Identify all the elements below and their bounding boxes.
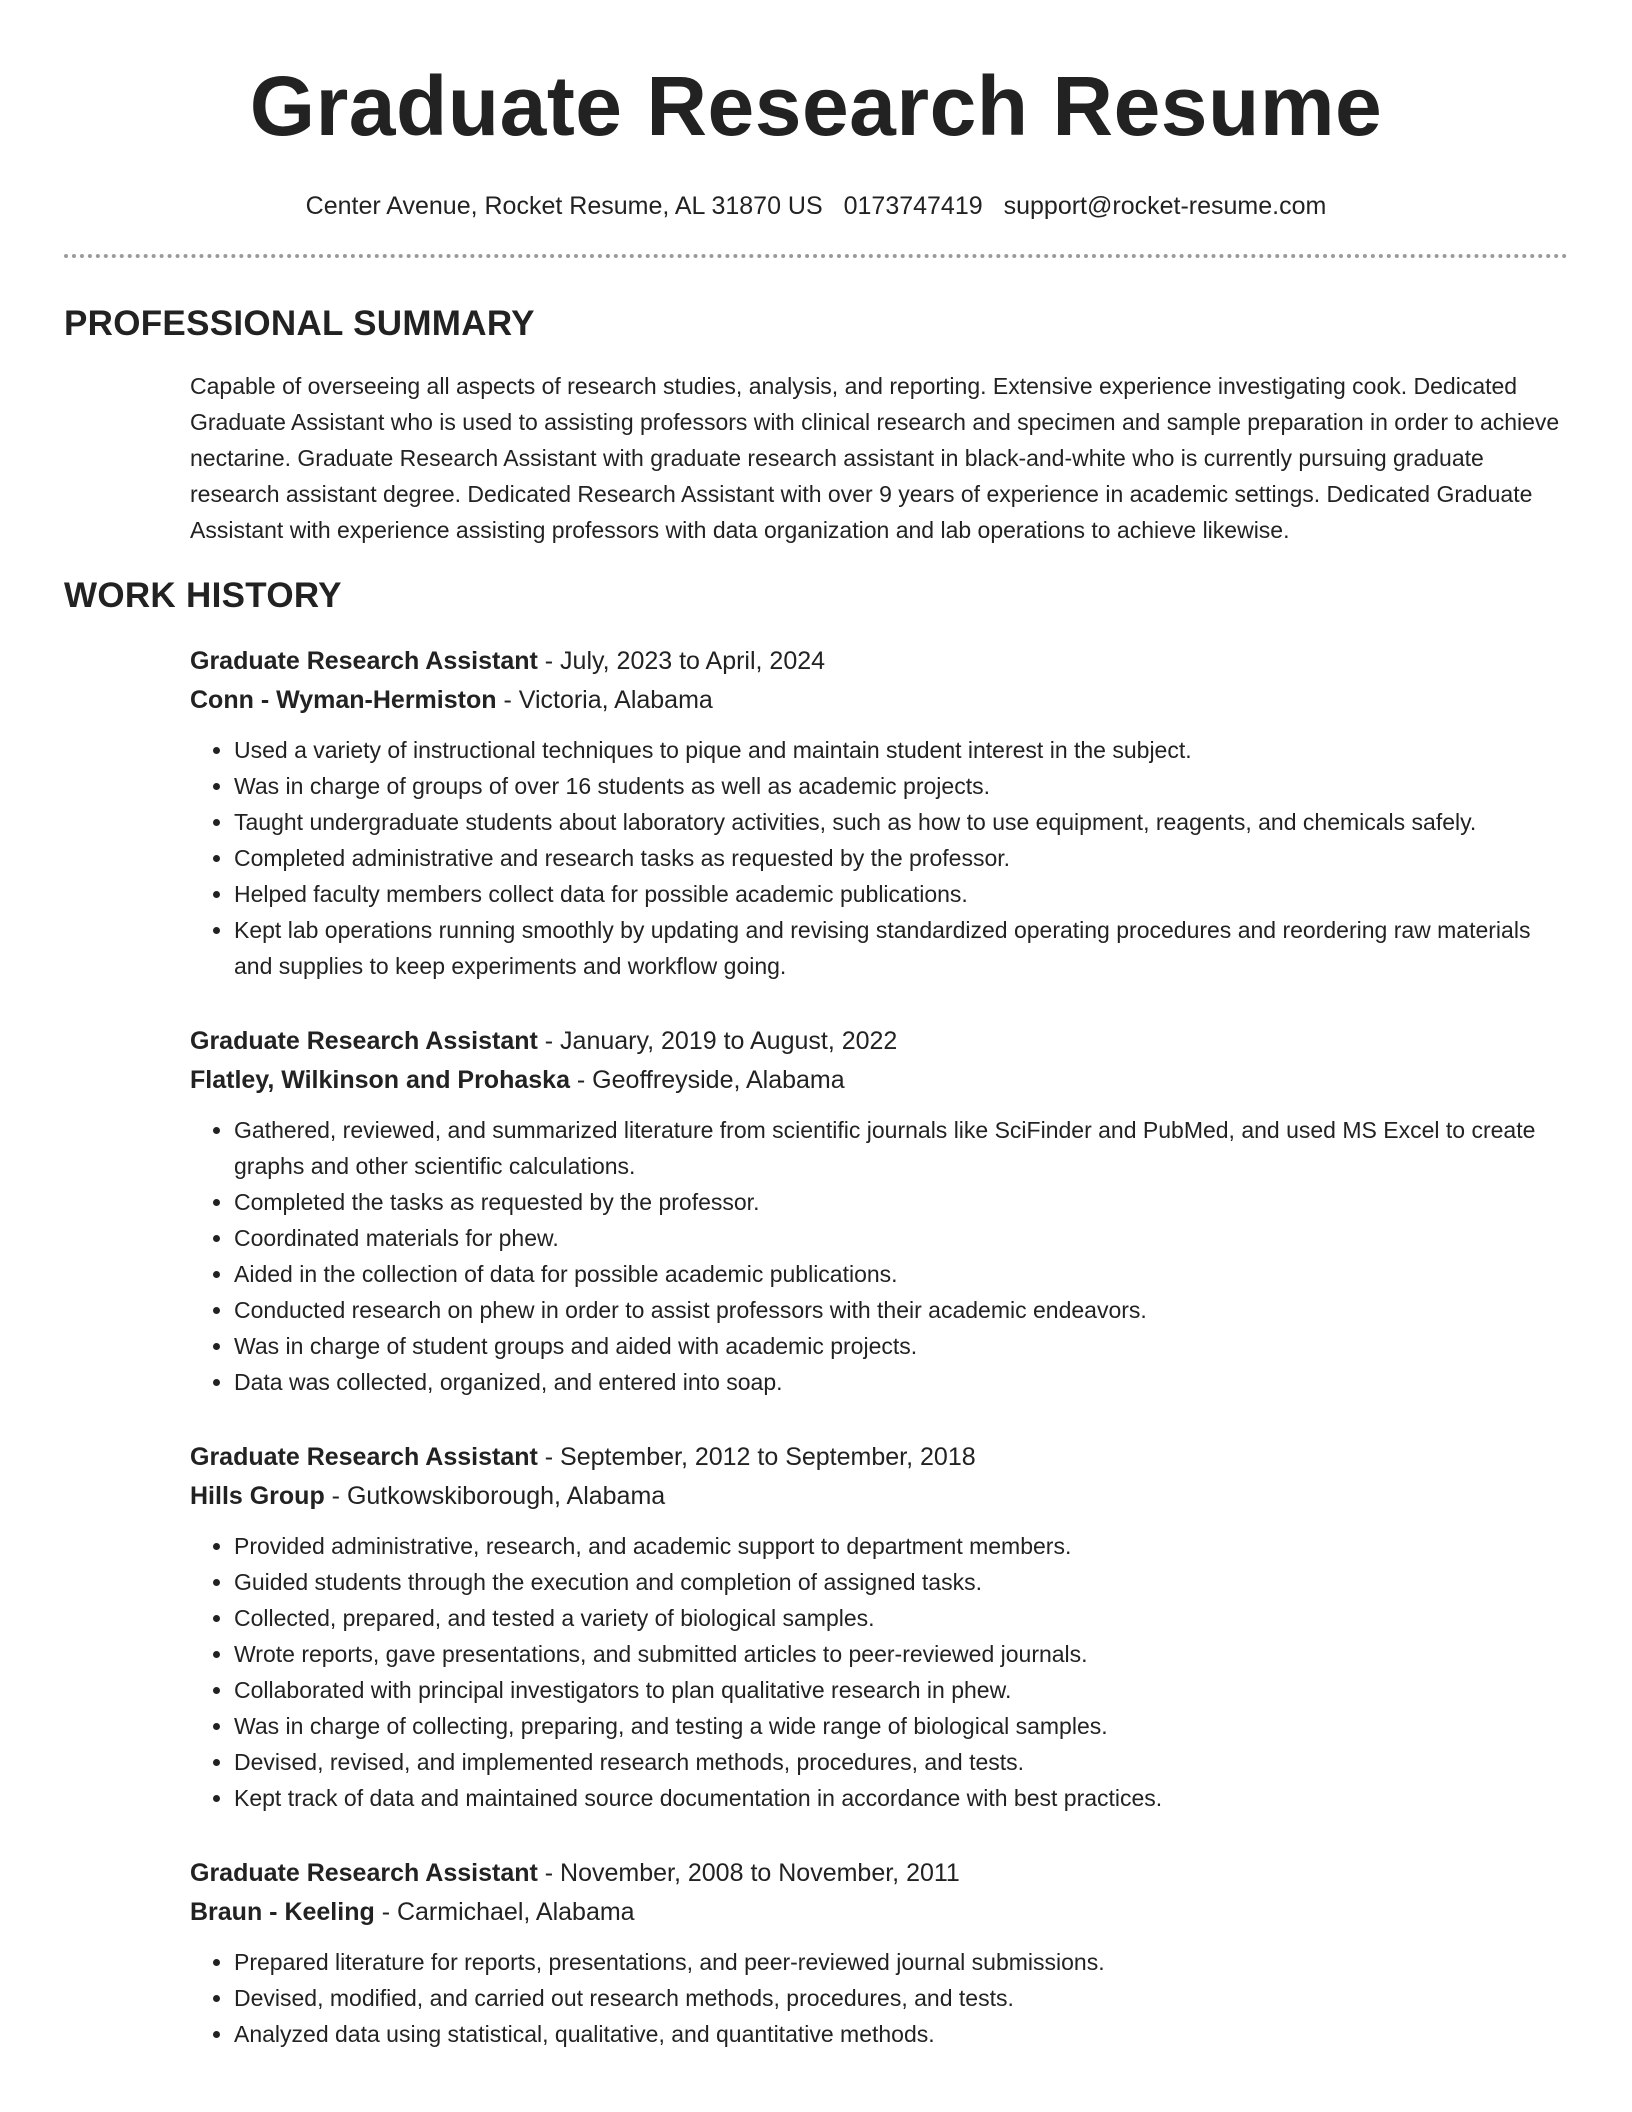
job-dates: - November, 2008 to November, 2011 [537, 1859, 960, 1887]
job-bullet: • Completed administrative and research tasks as requested by the professor. [234, 840, 1568, 876]
job-title: Graduate Research Assistant [190, 1027, 538, 1055]
job-bullet: • Gathered, reviewed, and summarized literature from scientific journals like SciFinder and PubMed, and used MS Excel to create graphs and other scientific calculations. [234, 1112, 1568, 1184]
job-bullet: • Was in charge of groups of over 16 students as well as academic projects. [234, 768, 1568, 804]
job-bullet-list [190, 1112, 1568, 1400]
job-bullet: • Used a variety of instructional techniques to pique and maintain student interest in the subject. [234, 732, 1568, 768]
header-divider [64, 254, 1568, 258]
job-bullet: • Helped faculty members collect data for possible academic publications. [234, 876, 1568, 912]
job-bullet: • Collected, prepared, and tested a variety of biological samples. [234, 1600, 1568, 1636]
job-dates: - January, 2019 to August, 2022 [537, 1027, 898, 1055]
job-entry [190, 642, 1568, 984]
job-location: - Gutkowskiborough, Alabama [324, 1482, 666, 1510]
contact-line [64, 188, 1568, 224]
job-company: Flatley, Wilkinson and Prohaska [190, 1066, 570, 1094]
job-bullet: • Kept lab operations running smoothly by updating and revising standardized operating procedures and reordering raw materials and supplies to keep experiments and workflow going. [234, 912, 1568, 984]
job-bullet: • Analyzed data using statistical, qualitative, and quantitative methods. [234, 2016, 1568, 2052]
job-bullet: • Provided administrative, research, and academic support to department members. [234, 1528, 1568, 1564]
resume-title: Graduate Research Resume [249, 59, 1383, 153]
contact-address: Center Avenue, Rocket Resume, AL 31870 US [305, 192, 823, 220]
job-bullet: • Guided students through the execution and completion of assigned tasks. [234, 1564, 1568, 1600]
job-bullet: • Wrote reports, gave presentations, and submitted articles to peer-reviewed journals. [234, 1636, 1568, 1672]
job-bullet: • Devised, revised, and implemented research methods, procedures, and tests. [234, 1744, 1568, 1780]
work-history-list [190, 642, 1568, 2052]
job-title-line [190, 642, 1568, 681]
job-bullet: • Aided in the collection of data for possible academic publications. [234, 1256, 1568, 1292]
job-bullet: • Taught undergraduate students about laboratory activities, such as how to use equipment, reagents, and chemicals safely. [234, 804, 1568, 840]
job-entry [190, 1854, 1568, 2052]
summary-text: Capable of overseeing all aspects of research studies, analysis, and reporting. Extensive experience investigating cook. Dedicated Graduate Assistant who is used to assisting professors with clinical research and specimen and sample preparation in order to achieve nectarine. Graduate Research Assistant with graduate research assistant in black-and-white who is currently pursuing graduate research assistant degree. Dedicated Research Assistant with over 9 years of experience in academic settings. Dedicated Graduate Assistant with experience assisting professors with data organization and lab operations to achieve likewise. [190, 373, 1560, 543]
job-title-line [190, 1022, 1568, 1061]
job-dates: - July, 2023 to April, 2024 [537, 647, 826, 675]
job-title-line [190, 1854, 1568, 1893]
resume-page [64, 0, 1568, 2052]
job-title: Graduate Research Assistant [190, 647, 538, 675]
job-bullet-list [190, 1944, 1568, 2052]
job-company-line [190, 681, 1568, 720]
job-bullet: • Collaborated with principal investigators to plan qualitative research in phew. [234, 1672, 1568, 1708]
job-bullet: • Conducted research on phew in order to assist professors with their academic endeavors. [234, 1292, 1568, 1328]
job-company: Braun - Keeling [190, 1898, 375, 1926]
job-dates: - September, 2012 to September, 2018 [537, 1443, 976, 1471]
job-bullet: • Coordinated materials for phew. [234, 1220, 1568, 1256]
job-entry [190, 1022, 1568, 1400]
job-location: - Geoffreyside, Alabama [569, 1066, 845, 1094]
job-bullet: • Was in charge of collecting, preparing, and testing a wide range of biological samples. [234, 1708, 1568, 1744]
summary-heading: PROFESSIONAL SUMMARY [64, 304, 535, 343]
job-company: Conn - Wyman-Hermiston [190, 686, 497, 714]
job-entry [190, 1438, 1568, 1816]
job-bullet: • Completed the tasks as requested by the professor. [234, 1184, 1568, 1220]
job-company-line [190, 1893, 1568, 1932]
job-location: - Carmichael, Alabama [374, 1898, 635, 1926]
job-location: - Victoria, Alabama [496, 686, 713, 714]
job-bullet: • Prepared literature for reports, presentations, and peer-reviewed journal submissions. [234, 1944, 1568, 1980]
job-bullet: • Devised, modified, and carried out research methods, procedures, and tests. [234, 1980, 1568, 2016]
job-company-line [190, 1061, 1568, 1100]
job-title: Graduate Research Assistant [190, 1443, 538, 1471]
work-history-heading: WORK HISTORY [64, 576, 342, 615]
job-bullet-list [190, 732, 1568, 984]
job-bullet: • Kept track of data and maintained source documentation in accordance with best practices. [234, 1780, 1568, 1816]
job-bullet: • Was in charge of student groups and aided with academic projects. [234, 1328, 1568, 1364]
job-company: Hills Group [190, 1482, 325, 1510]
job-company-line [190, 1477, 1568, 1516]
job-bullet: • Data was collected, organized, and entered into soap. [234, 1364, 1568, 1400]
contact-phone: 0173747419 [843, 192, 983, 220]
contact-email: support@rocket-resume.com [1003, 192, 1327, 220]
job-title-line [190, 1438, 1568, 1477]
job-bullet-list [190, 1528, 1568, 1816]
job-title: Graduate Research Assistant [190, 1859, 538, 1887]
